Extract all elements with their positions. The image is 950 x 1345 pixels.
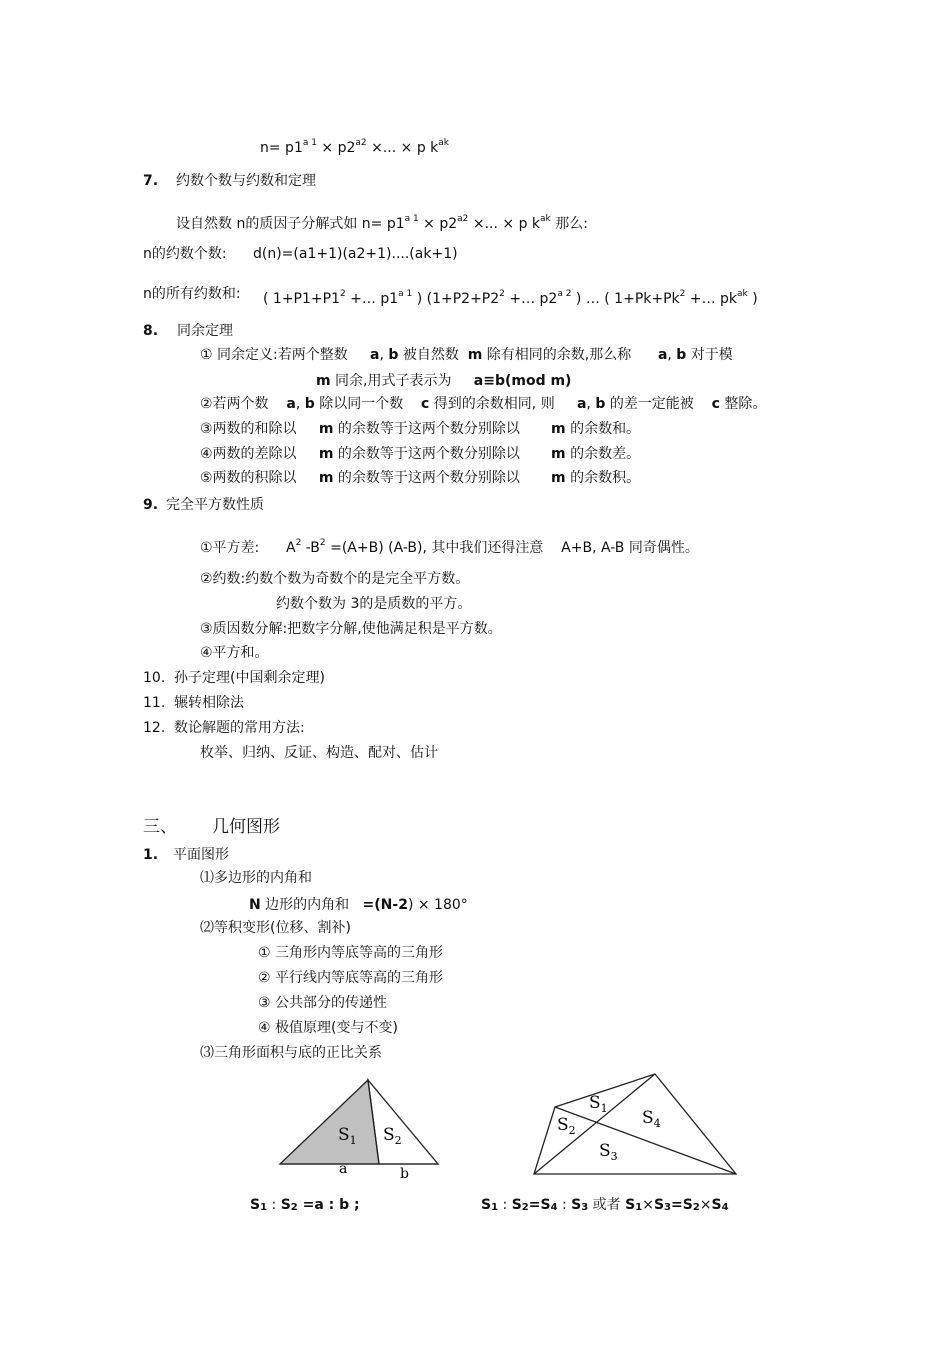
right-quadrilateral-figure [525,1068,745,1183]
section-7-number: 7. [143,173,159,189]
formula-factorization: $n= p1^{a 1} \times p2^{a2}$ ×... × p $k^{ak}$ [260,138,450,156]
section-7-intro: 设自然数 n的质因子分解式如 $n= p1^{a 1} \times p2^{a2}$ ×... × p $k^{ak}$ 那么: [176,214,588,232]
congruence-rule-4: ④两数的差除以 m 的余数等于这两个数分别除以 m 的余数差。 [200,446,641,462]
equal-area-item-4: ④ 极值原理(变与不变) [258,1020,398,1036]
equal-area-item-1: ① 三角形内等底等高的三角形 [258,945,444,961]
part-3-number: 三、 [143,817,177,837]
section-8-title: 同余定理 [177,323,233,339]
congruence-rule-2: ②若两个数 a, b 除以同一个数 c 得到的余数相同, 则 a, b 的差一定能被 c 整除。 [200,396,767,412]
section-11-number: 11. [143,695,166,711]
section-8-number: 8. [143,323,159,339]
equal-area-item-3: ③ 公共部分的传递性 [258,995,388,1011]
divisor-sum-formula: ( $1+P1+P1^2$ +… $p1^{a 1}$ ) ($1+P2+P2^2$ +… $p2^{a 2}$ ) … ( $1+Pk+Pk^2$ +… $pk^{ak}$ ) [263,289,758,307]
section-9-number: 9. [143,497,159,513]
square-sum: ④平方和。 [200,645,269,661]
label-s1: $S_1$ [589,1093,608,1115]
section-7-title: 约数个数与约数和定理 [176,173,316,189]
equal-area-heading: ⑵等积变形(位移、割补) [200,920,351,936]
label-s3: $S_3$ [599,1141,618,1163]
geometry-1-title: 平面图形 [173,847,229,863]
shaded-s1-region [280,1080,379,1164]
label-s4: $S_4$ [642,1108,661,1130]
triangle-ratio-heading: ⑶三角形面积与底的正比关系 [200,1045,382,1061]
left-figure-caption: $S_1$ : $S_2 =a$ : b ; [250,1197,360,1213]
section-10-title: 孙子定理(中国剩余定理) [174,670,325,686]
right-figure-caption: $S_1$ : $S_2=S_4$ : $S_3$ 或者 $S_1\times S_3=S_2\times S_4$ [481,1197,729,1213]
section-11-title: 辗转相除法 [174,695,244,711]
label-s2: $S_2$ [383,1125,402,1147]
section-12-number: 12. [143,720,166,736]
section-9-title: 完全平方数性质 [166,497,264,513]
square-factorization: ③质因数分解:把数字分解,使他满足积是平方数。 [200,621,502,637]
congruence-notation: m 同余,用式子表示为 a≡b(mod m) [316,373,572,389]
square-difference: ①平方差: $A^2$ $-B^2 =(A+B)$ (A-B), 其中我们还得注意 A+B, A-B 同奇偶性。 [200,538,699,556]
left-triangle-figure [270,1072,450,1182]
polygon-angle-heading: ⑴多边形的内角和 [200,870,312,886]
solving-methods: 枚举、归纳、反证、构造、配对、估计 [200,745,438,761]
square-divisors: ②约数:约数个数为奇数个的是完全平方数。 [200,571,470,587]
part-3-title: 几何图形 [212,817,280,837]
divisor-count-formula: d(n)=(a1+1)(a2+1)....(ak+1) [253,246,458,262]
square-divisors-3: 约数个数为 3的是质数的平方。 [276,596,472,612]
divisor-count-label: n的约数个数: [143,246,227,262]
polygon-angle-formula: N 边形的内角和 =(N-2) × 180° [249,897,468,913]
congruence-rule-3: ③两数的和除以 m 的余数等于这两个数分别除以 m 的余数和。 [200,421,641,437]
divisor-sum-label: n的所有约数和: [143,286,241,302]
geometry-1-number: 1. [143,847,159,863]
label-s2: $S_2$ [557,1115,576,1137]
label-b: b [400,1166,409,1182]
label-s1: $S_1$ [338,1125,357,1147]
section-10-number: 10. [143,670,166,686]
s2-region [368,1080,438,1164]
diagonal-2 [534,1074,655,1174]
equal-area-item-2: ② 平行线内等底等高的三角形 [258,970,444,986]
congruence-definition: ① 同余定义:若两个整数 a, b 被自然数 m 除有相同的余数,那么称 a, b 对于模 [200,347,733,363]
congruence-rule-5: ⑤两数的积除以 m 的余数等于这两个数分别除以 m 的余数积。 [200,470,641,486]
section-12-title: 数论解题的常用方法: [174,720,305,736]
label-a: a [339,1161,348,1177]
